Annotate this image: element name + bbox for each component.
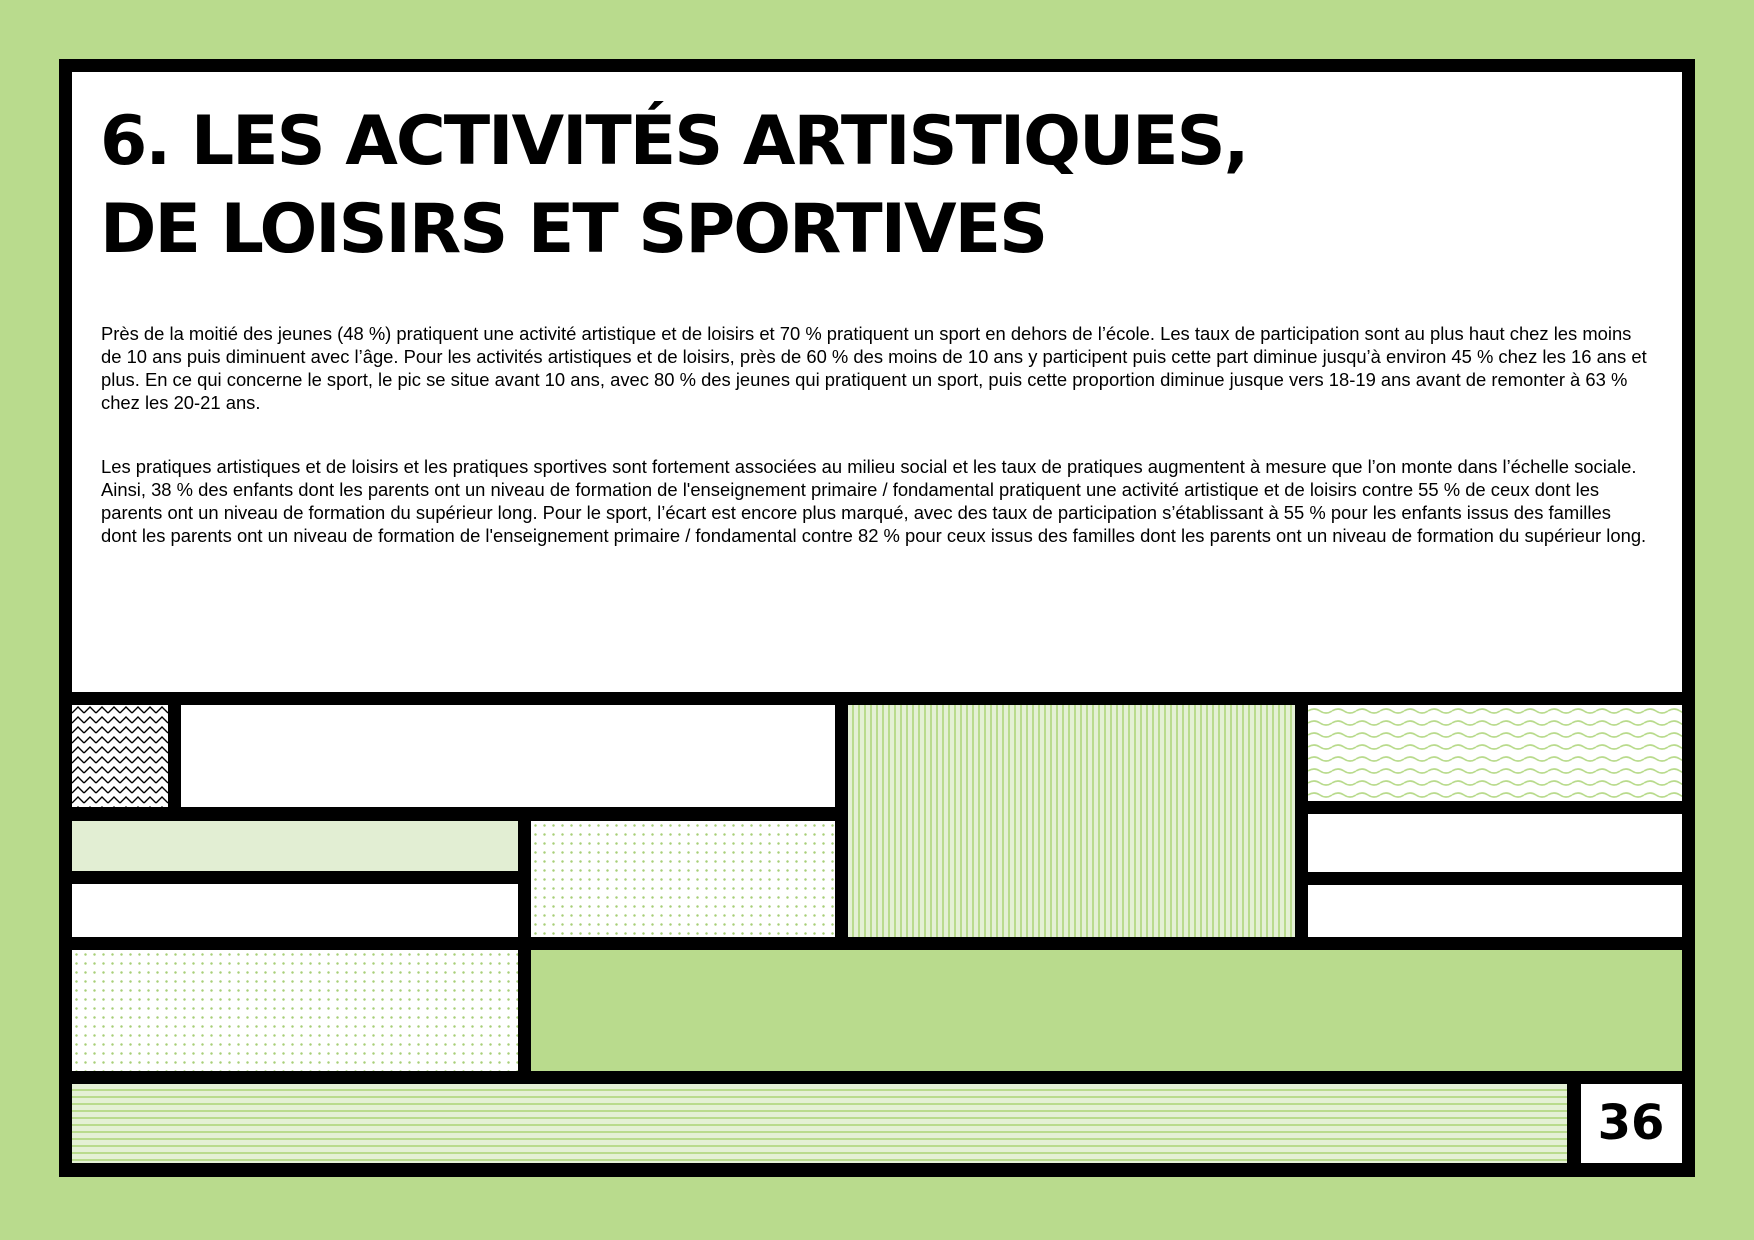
green-tile: [531, 950, 1682, 1071]
vertical-stripe-tile: [848, 705, 1295, 937]
horizontal-stripe-tile: [72, 1084, 1567, 1163]
body-paragraph-1: Près de la moitié des jeunes (48 %) pratiquent une activité artistique et de loisirs et 70 % pratiquent un sport en dehors de l’école. Les taux de participation sont au plus haut chez les moins de 10 ans puis diminuent avec l’âge. Pour les activités artistiques et de loisirs, près de 60 % des moins de 10 ans y participent puis cette part diminue jusqu’à environ 45 % chez les 16 ans et plus. En ce qui concerne le sport, le pic se situe avant 10 ans, avec 80 % des jeunes qui pratiquent un sport, puis cette proportion diminue jusque vers 18-19 ans avant de remonter à 63 % chez les 20-21 ans.: [101, 323, 1647, 413]
title-line-2: DE LOISIRS ET SPORTIVES: [100, 190, 1047, 269]
body-paragraph-2: Les pratiques artistiques et de loisirs et les pratiques sportives sont fortement associées au milieu social et les taux de pratiques augmentent à mesure que l’on monte dans l’échelle sociale. Ainsi, 38 % des enfants dont les parents ont un niveau de formation de l'enseignement primaire / fondamental pratiquent une activité artistique et de loisirs contre 55 % de ceux dont les parents ont un niveau de formation du supérieur long. Pour le sport, l’écart est encore plus marqué, avec des taux de participation s’établissant à 55 % pour les enfants issus des familles dont les parents ont un niveau de formation de l'enseignement primaire / fondamental contre 82 % pour ceux issus des familles dont les parents ont un niveau de formation du supérieur long.: [101, 456, 1647, 546]
white-tile: [1308, 885, 1682, 937]
pale-green-tile: [72, 821, 518, 871]
dotted-tile: [72, 950, 518, 1071]
dotted-tile: [531, 821, 835, 937]
white-tile: [72, 884, 518, 937]
white-tile: [181, 705, 835, 807]
page-number: 36: [1597, 1095, 1665, 1151]
title-line-1: 6. LES ACTIVITÉS ARTISTIQUES,: [100, 102, 1248, 181]
wave-pattern-tile: [1308, 705, 1682, 801]
zigzag-pattern-tile: [72, 705, 168, 807]
page-title: [100, 98, 1660, 274]
white-tile: [1308, 814, 1682, 872]
